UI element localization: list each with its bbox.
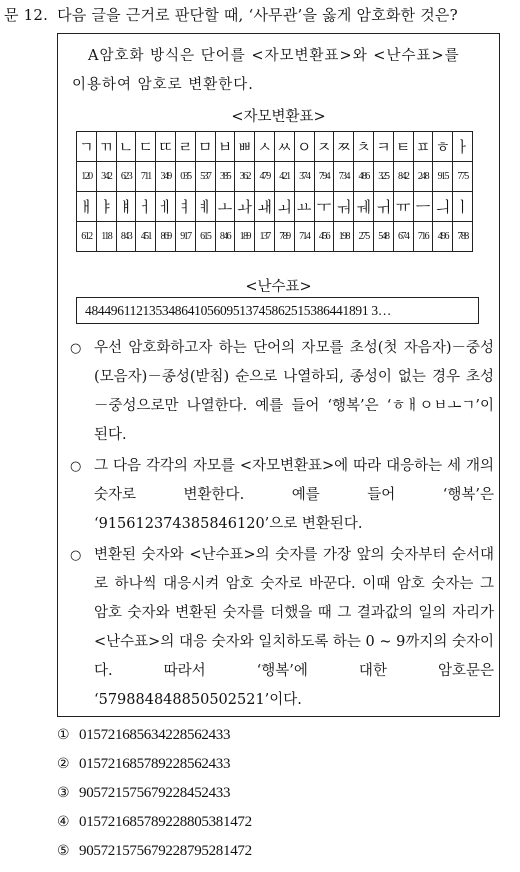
code-cell: 189 xyxy=(235,222,255,252)
code-cell: 479 xyxy=(255,162,275,192)
jamo-row-vowels xyxy=(77,192,473,222)
rule-item xyxy=(70,334,494,450)
jamo-cell: ㅉ xyxy=(334,132,354,162)
jamo-cell: ㅕ xyxy=(175,192,195,222)
rule-list xyxy=(70,334,494,717)
code-cell: 349 xyxy=(156,162,176,192)
jamo-cell: ㄷ xyxy=(136,132,156,162)
answer-choice-4[interactable] xyxy=(57,814,252,843)
choice-number: ① xyxy=(57,727,70,743)
choice-number: ③ xyxy=(57,785,70,801)
random-number-table: 48449611213534864105609513745862515386441891 3… xyxy=(76,297,479,324)
code-cell: 275 xyxy=(354,222,374,252)
code-cell: 137 xyxy=(255,222,275,252)
code-cell: 612 xyxy=(77,222,97,252)
code-cell: 548 xyxy=(373,222,393,252)
code-cell: 734 xyxy=(334,162,354,192)
code-cell: 615 xyxy=(195,222,215,252)
jamo-cell: ㄴ xyxy=(116,132,136,162)
code-cell: 794 xyxy=(314,162,334,192)
answer-choice-2[interactable] xyxy=(57,756,252,785)
jamo-cell: ㅌ xyxy=(393,132,413,162)
code-cell: 198 xyxy=(334,222,354,252)
question-title xyxy=(4,4,458,25)
code-cell: 342 xyxy=(96,162,116,192)
choice-number: ④ xyxy=(57,814,70,830)
question-number: 문 12. xyxy=(4,6,49,24)
code-cell: 456 xyxy=(314,222,334,252)
code-cell: 385 xyxy=(215,162,235,192)
rule-item xyxy=(70,452,494,539)
code-cell: 843 xyxy=(116,222,136,252)
passage-intro xyxy=(72,42,488,100)
code-cell: 451 xyxy=(136,222,156,252)
jamo-cell: ㅁ xyxy=(195,132,215,162)
code-cell: 120 xyxy=(77,162,97,192)
jamo-conversion-table xyxy=(76,131,473,252)
code-cell: 789 xyxy=(274,222,294,252)
jamo-cell: ㅍ xyxy=(413,132,433,162)
choice-text: 015721685789228562433 xyxy=(79,756,231,772)
jamo-cell: ㅚ xyxy=(274,192,294,222)
jamo-cell: ㅂ xyxy=(215,132,235,162)
jamo-cell: ㅇ xyxy=(294,132,314,162)
code-cell: 496 xyxy=(433,222,453,252)
jamo-cell: ㅏ xyxy=(453,132,473,162)
code-cell: 714 xyxy=(294,222,314,252)
jamo-cell: ㅑ xyxy=(96,192,116,222)
code-cell: 362 xyxy=(235,162,255,192)
rule-text: 변환된 숫자와 <난수표>의 숫자를 가장 앞의 숫자부터 순서대로 하나씩 대응시켜 암호 숫자로 바꾼다. 이때 암호 숫자는 그 암호 숫자와 변환된 숫자를 더했을 때 그 결과값의 일의 자리가 <난수표>의 대응 숫자와 일치하도록 하는 0 ~ 9까지의 숫자이다. 따라서 ‘행복’에 대한 암호문은 ‘579884848850502521’이다. xyxy=(94,547,494,708)
jamo-cell: ㄲ xyxy=(96,132,116,162)
code-cell: 674 xyxy=(393,222,413,252)
code-cell: 421 xyxy=(274,162,294,192)
jamo-cell: ㅐ xyxy=(77,192,97,222)
choice-number: ⑤ xyxy=(57,843,70,859)
jamo-cell: ㅆ xyxy=(274,132,294,162)
random-table-caption: <난수표> xyxy=(245,279,312,295)
code-cell: 035 xyxy=(175,162,195,192)
answer-choice-1[interactable] xyxy=(57,727,252,756)
code-cell: 716 xyxy=(413,222,433,252)
jamo-cell: ㅎ xyxy=(433,132,453,162)
answer-choice-5[interactable] xyxy=(57,843,252,872)
passage-box xyxy=(57,33,500,717)
code-cell: 788 xyxy=(453,222,473,252)
code-cell: 869 xyxy=(156,222,176,252)
jamo-cell: ㅔ xyxy=(156,192,176,222)
jamo-cell: ㅖ xyxy=(195,192,215,222)
jamo-cell: ㅘ xyxy=(235,192,255,222)
rule-item xyxy=(70,541,494,715)
choice-number: ② xyxy=(57,756,70,772)
jamo-cell: ㅟ xyxy=(373,192,393,222)
jamo-cell: ㅡ xyxy=(413,192,433,222)
choice-text: 905721575679228452433 xyxy=(79,785,231,801)
jamo-cell: ㅗ xyxy=(215,192,235,222)
jamo-table-caption: <자모변환표> xyxy=(231,109,326,125)
intro-line-2: 이용하여 암호로 변환한다. xyxy=(72,77,254,93)
question-text: 다음 글을 근거로 판단할 때, ‘사무관’을 옳게 암호화한 것은? xyxy=(57,6,458,24)
jamo-cell: ㅙ xyxy=(255,192,275,222)
code-cell: 623 xyxy=(116,162,136,192)
jamo-cell: ㅈ xyxy=(314,132,334,162)
jamo-cell: ㄸ xyxy=(156,132,176,162)
code-row-vowels xyxy=(77,222,473,252)
code-cell: 846 xyxy=(215,222,235,252)
jamo-cell: ㅅ xyxy=(255,132,275,162)
jamo-cell: ㅃ xyxy=(235,132,255,162)
bullet-circle-icon: ○ xyxy=(70,548,82,563)
bullet-circle-icon: ○ xyxy=(70,459,82,474)
rule-text: 그 다음 각각의 자모를 <자모변환표>에 따라 대응하는 세 개의 숫자로 변환한다. 예를 들어 ‘행복’은 ‘915612374385846120’으로 변환된다. xyxy=(94,458,494,532)
jamo-cell: ㄱ xyxy=(77,132,97,162)
jamo-row-consonants xyxy=(77,132,473,162)
jamo-cell: ㅣ xyxy=(453,192,473,222)
jamo-cell: ㅓ xyxy=(136,192,156,222)
choice-text: 905721575679228795281472 xyxy=(79,843,252,859)
jamo-cell: ㅜ xyxy=(314,192,334,222)
jamo-cell: ㅝ xyxy=(334,192,354,222)
code-cell: 118 xyxy=(96,222,116,252)
code-cell: 374 xyxy=(294,162,314,192)
rule-text: 우선 암호화하고자 하는 단어의 자모를 초성(첫 자음자)－중성(모음자)－종성(받침) 순으로 나열하되, 종성이 없는 경우 초성－중성으로만 나열한다. 예를 들어 ‘행복’은 ‘ㅎㅐㅇㅂㅗㄱ’이 된다. xyxy=(94,340,494,443)
jamo-cell: ㅞ xyxy=(354,192,374,222)
choice-text: 015721685789228805381472 xyxy=(79,814,252,830)
code-cell: 775 xyxy=(453,162,473,192)
code-row-consonants xyxy=(77,162,473,192)
code-cell: 915 xyxy=(433,162,453,192)
jamo-cell: ㅢ xyxy=(433,192,453,222)
jamo-cell: ㅊ xyxy=(354,132,374,162)
answer-choice-3[interactable] xyxy=(57,785,252,814)
code-cell: 842 xyxy=(393,162,413,192)
jamo-cell: ㅋ xyxy=(373,132,393,162)
intro-line-1: A암호화 방식은 단어를 <자모변환표>와 <난수표>를 xyxy=(88,48,460,64)
bullet-circle-icon: ○ xyxy=(70,341,82,356)
jamo-cell: ㅛ xyxy=(294,192,314,222)
answer-choices xyxy=(57,727,252,872)
code-cell: 711 xyxy=(136,162,156,192)
code-cell: 537 xyxy=(195,162,215,192)
choice-text: 015721685634228562433 xyxy=(79,727,231,743)
code-cell: 248 xyxy=(413,162,433,192)
jamo-cell: ㄹ xyxy=(175,132,195,162)
jamo-cell: ㅠ xyxy=(393,192,413,222)
jamo-cell: ㅒ xyxy=(116,192,136,222)
code-cell: 486 xyxy=(354,162,374,192)
code-cell: 917 xyxy=(175,222,195,252)
code-cell: 325 xyxy=(373,162,393,192)
